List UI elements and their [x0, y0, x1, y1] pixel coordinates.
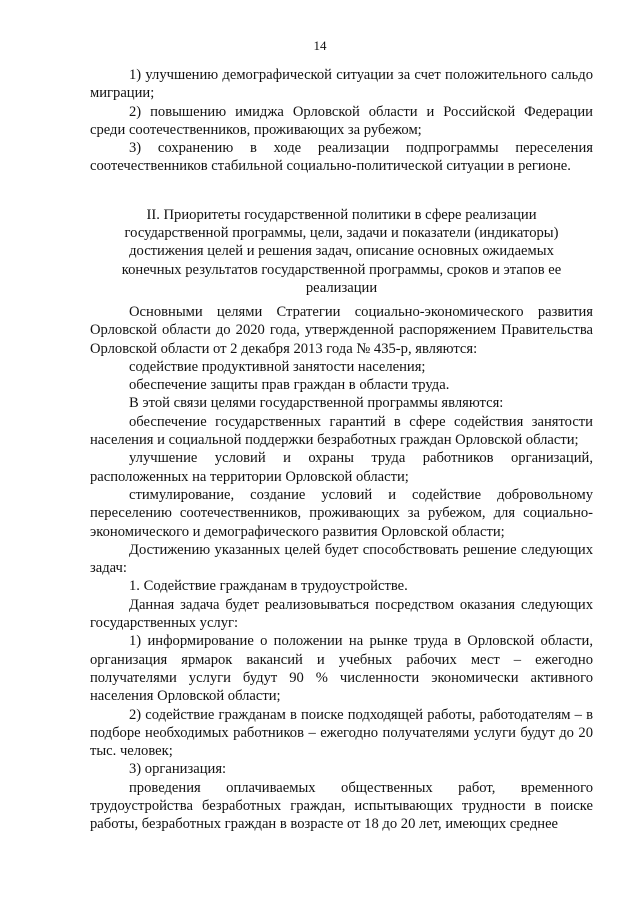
paragraph: обеспечение государственных гарантий в сфере содействия занятости населения и социальной поддержки безработных граждан Орловской области; — [90, 413, 593, 449]
intro-list — [90, 66, 593, 176]
paragraph: проведения оплачиваемых общественных работ, временного трудоустройства безработных граждан, испытывающих трудности в поиске работы, безработных граждан в возрасте от 18 до 20 лет, имеющих среднее — [90, 779, 593, 833]
paragraph: стимулирование, создание условий и содействие добровольному переселению соотечественников, проживающих за рубежом, для социально-экономического и демографического развития Орловской области; — [90, 486, 593, 540]
intro-item: 2) повышению имиджа Орловской области и Российской Федерации среди соотечественников, проживающих за рубежом; — [90, 103, 593, 138]
paragraph: Достижению указанных целей будет способствовать решение следующих задач: — [90, 541, 593, 577]
intro-item: 1) улучшению демографической ситуации за счет положительного сальдо миграции; — [90, 67, 593, 102]
paragraph: 1) информирование о положении на рынке труда в Орловской области, организация ярмарок вакансий и учебных рабочих мест – ежегодно получателями услуги будут 90 % численности экономически активного населения Орловской области; — [90, 633, 593, 705]
paragraph: 3) организация: — [129, 761, 227, 778]
paragraph: Основными целями Стратегии социально-экономического развития Орловской области до 2020 года, утвержденной распоряжением Правительства Орловской области от 2 декабря 2013 года № 435-р, являются: — [90, 304, 593, 357]
paragraph: содействие продуктивной занятости населения; — [129, 358, 426, 375]
page-number: 14 — [313, 38, 327, 53]
section-heading: II. Приоритеты государственной политики в сфере реализации государственной программы, цели, задачи и показатели (индикаторы) достижения целей и решения задач, описание основных ожидаемых конечных результатов государственной программы, сроков и этапов ее реализации — [121, 207, 562, 296]
paragraph: В этой связи целями государственной программы являются: — [129, 395, 504, 412]
intro-item: 3) сохранению в ходе реализации подпрограммы переселения соотечественников стабильной социально-политической ситуации в регионе. — [90, 140, 593, 175]
paragraph: улучшение условий и охраны труда работников организаций, расположенных на территории Орловской области; — [90, 450, 593, 485]
paragraph: обеспечение защиты прав граждан в области труда. — [129, 377, 450, 394]
section-body — [90, 303, 593, 834]
paragraph: 2) содействие гражданам в поиске подходящей работы, работодателям – в подборе необходимых работников – ежегодно получателями услуги будут до 20 тыс. человек; — [90, 706, 593, 760]
paragraph: Данная задача будет реализовываться посредством оказания следующих государственных услуг: — [90, 596, 593, 632]
paragraph: 1. Содействие гражданам в трудоустройстве. — [129, 578, 408, 595]
